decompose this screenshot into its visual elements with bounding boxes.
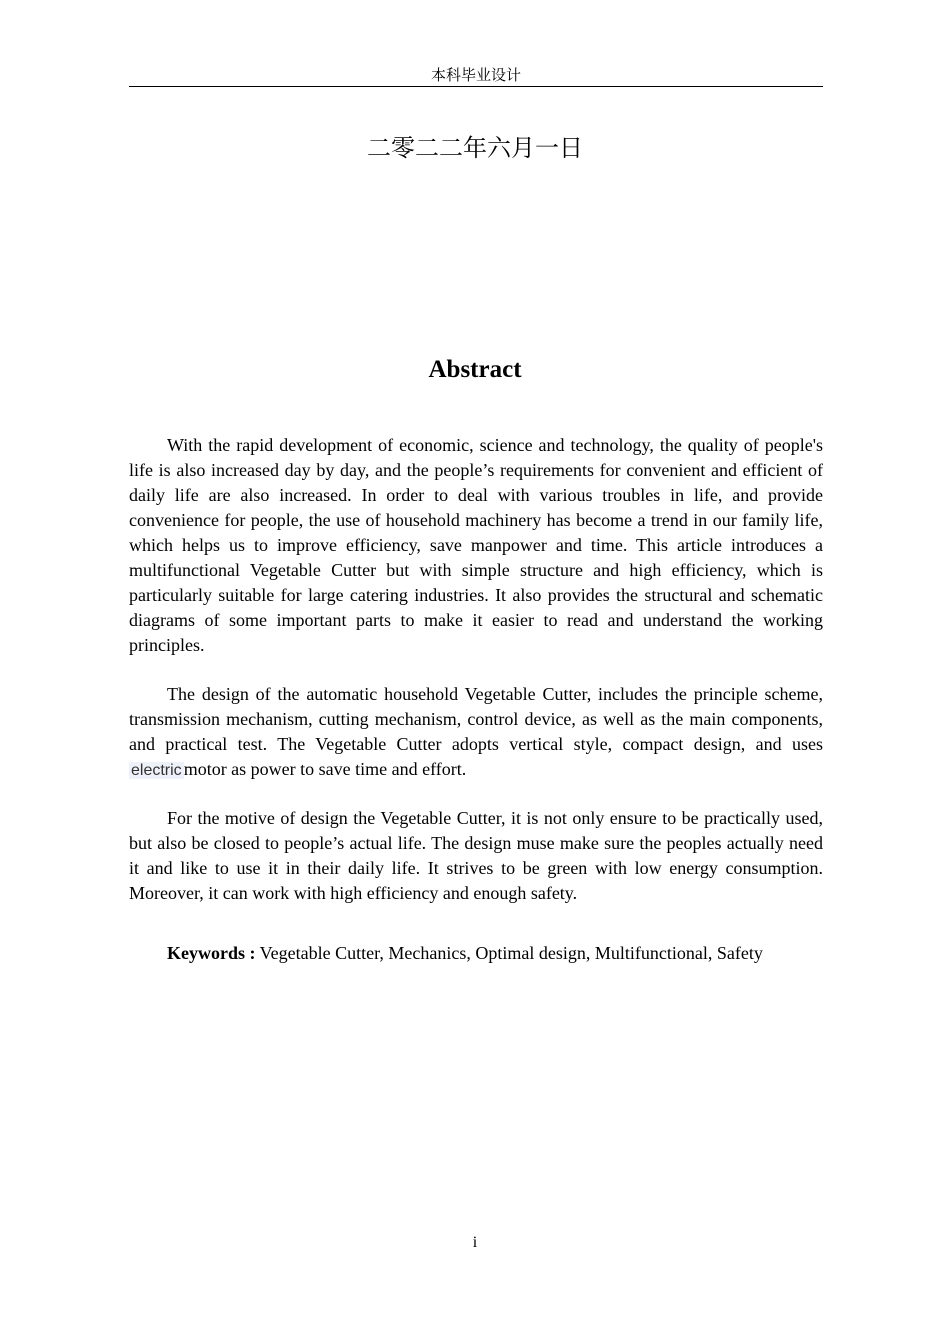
keywords-text: Vegetable Cutter, Mechanics, Optimal design, Multifunctional, Safety bbox=[255, 943, 763, 963]
abstract-paragraph-1: With the rapid development of economic, science and technology, the quality of people's life is also increased day by day, and the people’s requirements for convenient and efficient of daily life are also increased. In order to deal with various troubles in life, and provide convenience for people, the use of household machinery has become a trend in our family life, which helps us to improve efficiency, save manpower and time. This article introduces a multifunctional Vegetable Cutter but with simple structure and high efficiency, which is particularly suitable for large catering industries. It also provides the structural and schematic diagrams of some important parts to make it easier to read and understand the working principles. bbox=[129, 435, 823, 655]
page-number: i bbox=[472, 1234, 478, 1251]
paragraph-2-text-start: The design of the automatic household Vegetable Cutter, includes the principle scheme, transmission mechanism, cutting mechanism, control device, as well as the main components, and practical test. The Vegetable Cutter adopts vertical style, compact design, and uses bbox=[129, 684, 823, 754]
abstract-paragraph-3: For the motive of design the Vegetable Cutter, it is not only ensure to be practically used, but also be closed to people’s actual life. The design muse make sure the peoples actually need it and like to use it in their daily life. It strives to be green with low energy consumption. Moreover, it can work with high efficiency and enough safety. bbox=[129, 808, 823, 903]
keywords-line bbox=[167, 941, 847, 966]
keywords-label: Keywords : bbox=[167, 943, 256, 963]
page-header: 本科毕业设计 bbox=[129, 65, 823, 87]
abstract-paragraph-2 bbox=[129, 682, 823, 783]
date-line: 二零二二年六月一日 bbox=[367, 134, 583, 162]
highlighted-word: electric bbox=[131, 762, 182, 779]
paragraph-2-text-end: motor as power to save time and effort. bbox=[183, 759, 467, 779]
abstract-heading: Abstract bbox=[428, 356, 522, 383]
